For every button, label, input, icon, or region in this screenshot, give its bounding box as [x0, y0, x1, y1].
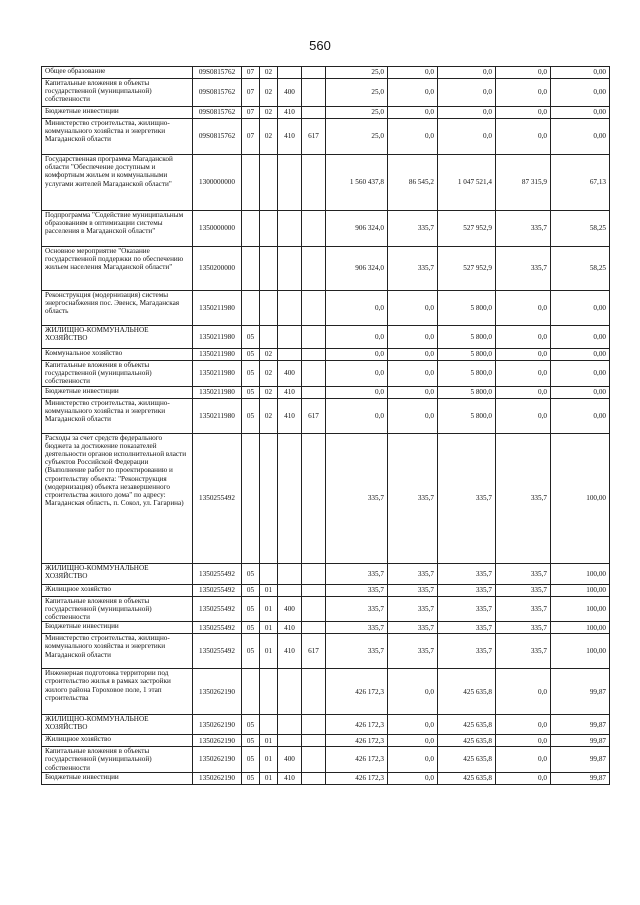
- row-value-1-cell: 25,0: [326, 107, 388, 119]
- table-row: [42, 433, 610, 563]
- row-section-cell: 05: [242, 772, 260, 784]
- row-percent-cell: 99,87: [551, 669, 610, 715]
- row-value-4-cell: 0,0: [496, 349, 551, 361]
- row-code-cell: 1350255492: [193, 622, 242, 634]
- row-expense-type-cell: [278, 291, 302, 326]
- row-section-cell: [242, 155, 260, 211]
- row-value-1-cell: 0,0: [326, 349, 388, 361]
- row-value-2-cell: 0,0: [388, 67, 438, 79]
- row-value-2-cell: 335,7: [388, 247, 438, 291]
- row-value-3-cell: 335,7: [438, 563, 496, 584]
- row-value-3-cell: 335,7: [438, 584, 496, 596]
- row-expense-type-cell: [278, 211, 302, 247]
- row-admin-code-cell: [302, 563, 326, 584]
- row-value-2-cell: 335,7: [388, 584, 438, 596]
- row-value-1-cell: 0,0: [326, 361, 388, 387]
- row-admin-code-cell: [302, 735, 326, 747]
- row-name-cell: Капитальные вложения в объекты государственной (муниципальной) собственности: [42, 596, 193, 622]
- row-value-1-cell: 335,7: [326, 563, 388, 584]
- row-value-2-cell: 0,0: [388, 291, 438, 326]
- row-name-cell: ЖИЛИЩНО-КОММУНАЛЬНОЕ ХОЗЯЙСТВО: [42, 715, 193, 735]
- row-value-4-cell: 0,0: [496, 735, 551, 747]
- row-expense-type-cell: 410: [278, 622, 302, 634]
- row-section-cell: 05: [242, 584, 260, 596]
- row-code-cell: 1350262190: [193, 715, 242, 735]
- table-row: [42, 563, 610, 584]
- row-expense-type-cell: [278, 247, 302, 291]
- table-row: [42, 79, 610, 107]
- row-value-1-cell: 426 172,3: [326, 735, 388, 747]
- row-percent-cell: 0,00: [551, 398, 610, 433]
- row-value-1-cell: 25,0: [326, 119, 388, 155]
- row-value-4-cell: 335,7: [496, 634, 551, 669]
- page-number: 560: [309, 38, 331, 53]
- row-percent-cell: 0,00: [551, 107, 610, 119]
- table-row: [42, 291, 610, 326]
- row-value-4-cell: 0,0: [496, 291, 551, 326]
- row-code-cell: 1350255492: [193, 433, 242, 563]
- row-value-1-cell: 0,0: [326, 326, 388, 349]
- row-name-cell: Подпрограмма "Содействие муниципальным образованиям в оптимизации системы расселения в Магаданской области": [42, 211, 193, 247]
- row-value-3-cell: 425 635,8: [438, 669, 496, 715]
- row-name-cell: Основное мероприятие "Оказание государственной поддержки по обеспечению жильем населения Магаданской области": [42, 247, 193, 291]
- row-expense-type-cell: [278, 715, 302, 735]
- row-subsection-cell: [260, 291, 278, 326]
- table-row: [42, 349, 610, 361]
- table-row: [42, 361, 610, 387]
- row-name-cell: Коммунальное хозяйство: [42, 349, 193, 361]
- row-subsection-cell: 02: [260, 398, 278, 433]
- row-value-2-cell: 335,7: [388, 622, 438, 634]
- table-row: [42, 398, 610, 433]
- row-code-cell: 1350262190: [193, 747, 242, 773]
- row-code-cell: 1350262190: [193, 772, 242, 784]
- row-value-1-cell: 335,7: [326, 584, 388, 596]
- row-admin-code-cell: [302, 211, 326, 247]
- row-section-cell: 07: [242, 67, 260, 79]
- row-percent-cell: 100,00: [551, 596, 610, 622]
- row-admin-code-cell: [302, 596, 326, 622]
- row-value-3-cell: 1 047 521,4: [438, 155, 496, 211]
- row-code-cell: 1350262190: [193, 669, 242, 715]
- row-value-2-cell: 0,0: [388, 669, 438, 715]
- row-expense-type-cell: 400: [278, 361, 302, 387]
- row-value-2-cell: 0,0: [388, 326, 438, 349]
- row-value-3-cell: 335,7: [438, 596, 496, 622]
- row-percent-cell: 100,00: [551, 563, 610, 584]
- row-expense-type-cell: 410: [278, 398, 302, 433]
- row-subsection-cell: 02: [260, 386, 278, 398]
- row-percent-cell: 99,87: [551, 735, 610, 747]
- row-percent-cell: 0,00: [551, 291, 610, 326]
- row-subsection-cell: [260, 563, 278, 584]
- row-name-cell: Бюджетные инвестиции: [42, 107, 193, 119]
- row-value-3-cell: 5 800,0: [438, 349, 496, 361]
- row-subsection-cell: 01: [260, 634, 278, 669]
- row-section-cell: [242, 247, 260, 291]
- row-expense-type-cell: [278, 326, 302, 349]
- row-value-4-cell: 0,0: [496, 386, 551, 398]
- table-row: [42, 634, 610, 669]
- row-value-3-cell: 335,7: [438, 634, 496, 669]
- row-value-2-cell: 0,0: [388, 349, 438, 361]
- row-value-1-cell: 426 172,3: [326, 715, 388, 735]
- row-name-cell: Инженерная подготовка территории под строительство жилья в рамках застройки жилого района Гороховое поле, 1 этап строительства: [42, 669, 193, 715]
- row-expense-type-cell: [278, 735, 302, 747]
- row-value-1-cell: 335,7: [326, 622, 388, 634]
- row-value-2-cell: 335,7: [388, 596, 438, 622]
- row-section-cell: 07: [242, 107, 260, 119]
- row-name-cell: Государственная программа Магаданской области "Обеспечение доступным и комфортным жильем и коммунальными услугами жителей Магаданской области": [42, 155, 193, 211]
- row-section-cell: 05: [242, 563, 260, 584]
- row-admin-code-cell: [302, 107, 326, 119]
- row-value-4-cell: 0,0: [496, 398, 551, 433]
- row-name-cell: Бюджетные инвестиции: [42, 386, 193, 398]
- row-value-4-cell: 335,7: [496, 211, 551, 247]
- row-value-3-cell: 527 952,9: [438, 211, 496, 247]
- row-subsection-cell: [260, 433, 278, 563]
- row-subsection-cell: [260, 326, 278, 349]
- table-row: [42, 747, 610, 773]
- row-admin-code-cell: [302, 433, 326, 563]
- row-code-cell: 1350211980: [193, 398, 242, 433]
- row-value-3-cell: 0,0: [438, 119, 496, 155]
- row-value-1-cell: 335,7: [326, 433, 388, 563]
- row-admin-code-cell: [302, 361, 326, 387]
- table-row: [42, 622, 610, 634]
- row-value-1-cell: 906 324,0: [326, 211, 388, 247]
- row-subsection-cell: 02: [260, 107, 278, 119]
- row-expense-type-cell: [278, 584, 302, 596]
- row-percent-cell: 0,00: [551, 349, 610, 361]
- row-section-cell: 05: [242, 326, 260, 349]
- row-value-3-cell: 5 800,0: [438, 361, 496, 387]
- row-value-3-cell: 527 952,9: [438, 247, 496, 291]
- row-section-cell: 05: [242, 622, 260, 634]
- row-value-2-cell: 335,7: [388, 563, 438, 584]
- row-admin-code-cell: [302, 326, 326, 349]
- row-subsection-cell: [260, 247, 278, 291]
- row-percent-cell: 0,00: [551, 326, 610, 349]
- row-admin-code-cell: [302, 386, 326, 398]
- row-value-3-cell: 425 635,8: [438, 715, 496, 735]
- row-admin-code-cell: [302, 747, 326, 773]
- row-value-1-cell: 906 324,0: [326, 247, 388, 291]
- row-value-4-cell: 335,7: [496, 563, 551, 584]
- row-admin-code-cell: [302, 247, 326, 291]
- row-admin-code-cell: [302, 715, 326, 735]
- row-subsection-cell: [260, 211, 278, 247]
- row-value-4-cell: 0,0: [496, 119, 551, 155]
- row-subsection-cell: 01: [260, 747, 278, 773]
- row-section-cell: 05: [242, 634, 260, 669]
- row-value-1-cell: 0,0: [326, 386, 388, 398]
- row-expense-type-cell: 400: [278, 596, 302, 622]
- row-code-cell: 1350255492: [193, 563, 242, 584]
- row-section-cell: 05: [242, 735, 260, 747]
- row-value-3-cell: 425 635,8: [438, 747, 496, 773]
- table-row: [42, 386, 610, 398]
- row-admin-code-cell: [302, 79, 326, 107]
- row-admin-code-cell: [302, 669, 326, 715]
- row-expense-type-cell: [278, 433, 302, 563]
- row-subsection-cell: 01: [260, 622, 278, 634]
- row-value-4-cell: 0,0: [496, 772, 551, 784]
- row-value-3-cell: 425 635,8: [438, 735, 496, 747]
- row-admin-code-cell: [302, 349, 326, 361]
- row-percent-cell: 0,00: [551, 119, 610, 155]
- row-code-cell: 09S0815762: [193, 67, 242, 79]
- row-expense-type-cell: 400: [278, 747, 302, 773]
- row-expense-type-cell: 400: [278, 79, 302, 107]
- row-value-1-cell: 25,0: [326, 67, 388, 79]
- row-percent-cell: 99,87: [551, 715, 610, 735]
- row-code-cell: 09S0815762: [193, 119, 242, 155]
- table-row: [42, 67, 610, 79]
- row-section-cell: 05: [242, 715, 260, 735]
- row-code-cell: 1350211980: [193, 386, 242, 398]
- row-section-cell: 07: [242, 79, 260, 107]
- row-name-cell: Бюджетные инвестиции: [42, 622, 193, 634]
- row-name-cell: Общее образование: [42, 67, 193, 79]
- row-value-1-cell: 335,7: [326, 634, 388, 669]
- row-expense-type-cell: 410: [278, 386, 302, 398]
- row-admin-code-cell: [302, 67, 326, 79]
- row-code-cell: 1350211980: [193, 349, 242, 361]
- row-value-2-cell: 335,7: [388, 634, 438, 669]
- row-subsection-cell: 01: [260, 772, 278, 784]
- row-value-1-cell: 1 560 437,8: [326, 155, 388, 211]
- table-row: [42, 772, 610, 784]
- row-name-cell: Министерство строительства, жилищно-коммунального хозяйства и энергетики Магаданской области: [42, 634, 193, 669]
- row-expense-type-cell: 410: [278, 634, 302, 669]
- row-value-2-cell: 0,0: [388, 361, 438, 387]
- row-expense-type-cell: [278, 349, 302, 361]
- row-value-4-cell: 335,7: [496, 596, 551, 622]
- row-name-cell: Капитальные вложения в объекты государственной (муниципальной) собственности: [42, 79, 193, 107]
- row-admin-code-cell: 617: [302, 634, 326, 669]
- row-value-1-cell: 426 172,3: [326, 772, 388, 784]
- row-value-2-cell: 0,0: [388, 398, 438, 433]
- table-row: [42, 715, 610, 735]
- row-name-cell: Капитальные вложения в объекты государственной (муниципальной) собственности: [42, 361, 193, 387]
- row-value-4-cell: 0,0: [496, 326, 551, 349]
- row-value-2-cell: 0,0: [388, 747, 438, 773]
- row-code-cell: 1300000000: [193, 155, 242, 211]
- row-section-cell: 05: [242, 398, 260, 433]
- row-name-cell: Капитальные вложения в объекты государственной (муниципальной) собственности: [42, 747, 193, 773]
- row-code-cell: 1350255492: [193, 596, 242, 622]
- row-percent-cell: 100,00: [551, 634, 610, 669]
- row-percent-cell: 67,13: [551, 155, 610, 211]
- row-code-cell: 1350262190: [193, 735, 242, 747]
- row-value-1-cell: 426 172,3: [326, 747, 388, 773]
- row-percent-cell: 100,00: [551, 584, 610, 596]
- row-code-cell: 1350000000: [193, 211, 242, 247]
- table-row: [42, 669, 610, 715]
- table-row: [42, 119, 610, 155]
- row-expense-type-cell: [278, 67, 302, 79]
- row-subsection-cell: 02: [260, 79, 278, 107]
- table-row: [42, 247, 610, 291]
- row-expense-type-cell: [278, 563, 302, 584]
- row-value-4-cell: 335,7: [496, 247, 551, 291]
- row-code-cell: 09S0815762: [193, 79, 242, 107]
- row-value-2-cell: 0,0: [388, 107, 438, 119]
- row-value-3-cell: 5 800,0: [438, 326, 496, 349]
- table-row: [42, 326, 610, 349]
- row-percent-cell: 58,25: [551, 247, 610, 291]
- row-value-1-cell: 426 172,3: [326, 669, 388, 715]
- row-name-cell: Жилищное хозяйство: [42, 584, 193, 596]
- row-subsection-cell: 01: [260, 596, 278, 622]
- row-section-cell: 05: [242, 596, 260, 622]
- row-name-cell: Министерство строительства, жилищно-коммунального хозяйства и энергетики Магаданской области: [42, 119, 193, 155]
- row-code-cell: 1350211980: [193, 326, 242, 349]
- row-percent-cell: 99,87: [551, 747, 610, 773]
- row-section-cell: 07: [242, 119, 260, 155]
- row-value-3-cell: 335,7: [438, 433, 496, 563]
- row-percent-cell: 0,00: [551, 361, 610, 387]
- row-admin-code-cell: [302, 291, 326, 326]
- row-section-cell: 05: [242, 349, 260, 361]
- row-value-3-cell: 335,7: [438, 622, 496, 634]
- row-value-4-cell: 0,0: [496, 747, 551, 773]
- row-admin-code-cell: 617: [302, 119, 326, 155]
- row-value-3-cell: 5 800,0: [438, 386, 496, 398]
- row-value-1-cell: 25,0: [326, 79, 388, 107]
- row-value-4-cell: 335,7: [496, 622, 551, 634]
- row-section-cell: [242, 211, 260, 247]
- row-expense-type-cell: [278, 155, 302, 211]
- row-value-3-cell: 0,0: [438, 67, 496, 79]
- table-row: [42, 735, 610, 747]
- row-subsection-cell: 02: [260, 361, 278, 387]
- row-value-3-cell: 5 800,0: [438, 291, 496, 326]
- row-expense-type-cell: 410: [278, 119, 302, 155]
- row-admin-code-cell: 617: [302, 398, 326, 433]
- row-value-3-cell: 425 635,8: [438, 772, 496, 784]
- row-expense-type-cell: 410: [278, 772, 302, 784]
- row-name-cell: Бюджетные инвестиции: [42, 772, 193, 784]
- row-admin-code-cell: [302, 622, 326, 634]
- row-subsection-cell: 01: [260, 584, 278, 596]
- row-expense-type-cell: 410: [278, 107, 302, 119]
- row-value-2-cell: 0,0: [388, 386, 438, 398]
- row-value-4-cell: 0,0: [496, 715, 551, 735]
- row-admin-code-cell: [302, 772, 326, 784]
- row-percent-cell: 100,00: [551, 622, 610, 634]
- row-code-cell: 09S0815762: [193, 107, 242, 119]
- row-percent-cell: 0,00: [551, 386, 610, 398]
- row-value-2-cell: 86 545,2: [388, 155, 438, 211]
- row-section-cell: 05: [242, 361, 260, 387]
- row-value-3-cell: 0,0: [438, 107, 496, 119]
- row-code-cell: 1350200000: [193, 247, 242, 291]
- row-value-1-cell: 0,0: [326, 398, 388, 433]
- row-value-2-cell: 0,0: [388, 772, 438, 784]
- row-value-3-cell: 0,0: [438, 79, 496, 107]
- row-subsection-cell: [260, 155, 278, 211]
- row-value-4-cell: 0,0: [496, 67, 551, 79]
- row-name-cell: Реконструкция (модернизация) системы энергоснабжения пос. Эвенск, Магаданская область: [42, 291, 193, 326]
- row-subsection-cell: [260, 669, 278, 715]
- row-percent-cell: 0,00: [551, 67, 610, 79]
- row-value-2-cell: 335,7: [388, 433, 438, 563]
- row-value-4-cell: 0,0: [496, 669, 551, 715]
- row-value-2-cell: 0,0: [388, 79, 438, 107]
- row-percent-cell: 0,00: [551, 79, 610, 107]
- row-value-2-cell: 0,0: [388, 715, 438, 735]
- row-code-cell: 1350211980: [193, 361, 242, 387]
- row-value-1-cell: 0,0: [326, 291, 388, 326]
- row-percent-cell: 58,25: [551, 211, 610, 247]
- row-expense-type-cell: [278, 669, 302, 715]
- table-row: [42, 596, 610, 622]
- row-name-cell: ЖИЛИЩНО-КОММУНАЛЬНОЕ ХОЗЯЙСТВО: [42, 563, 193, 584]
- row-name-cell: Министерство строительства, жилищно-коммунального хозяйства и энергетики Магаданской области: [42, 398, 193, 433]
- row-code-cell: 1350255492: [193, 584, 242, 596]
- row-subsection-cell: 02: [260, 119, 278, 155]
- row-name-cell: Жилищное хозяйство: [42, 735, 193, 747]
- row-percent-cell: 99,87: [551, 772, 610, 784]
- row-value-4-cell: 0,0: [496, 79, 551, 107]
- budget-table: [41, 66, 610, 785]
- row-code-cell: 1350211980: [193, 291, 242, 326]
- row-value-2-cell: 0,0: [388, 119, 438, 155]
- row-value-4-cell: 335,7: [496, 433, 551, 563]
- row-section-cell: [242, 433, 260, 563]
- row-name-cell: Расходы за счет средств федерального бюджета за достижение показателей деятельности органов исполнительной власти субъектов Российской Федерации (Выполнение работ по проектированию и строительству объекта: "Реконструкция (модернизация) объекта незавершенного строительства жилого дома" по адресу: Магаданская область, п. Сокол, ул. Гагарина): [42, 433, 193, 563]
- row-admin-code-cell: [302, 155, 326, 211]
- row-admin-code-cell: [302, 584, 326, 596]
- row-subsection-cell: 02: [260, 349, 278, 361]
- table-row: [42, 155, 610, 211]
- row-section-cell: 05: [242, 386, 260, 398]
- row-value-4-cell: 335,7: [496, 584, 551, 596]
- row-value-4-cell: 0,0: [496, 107, 551, 119]
- row-value-1-cell: 335,7: [326, 596, 388, 622]
- table-row: [42, 211, 610, 247]
- table-row: [42, 584, 610, 596]
- row-percent-cell: 100,00: [551, 433, 610, 563]
- row-subsection-cell: [260, 715, 278, 735]
- table-row: [42, 107, 610, 119]
- row-section-cell: 05: [242, 747, 260, 773]
- row-value-4-cell: 87 315,9: [496, 155, 551, 211]
- row-value-2-cell: 0,0: [388, 735, 438, 747]
- row-subsection-cell: 01: [260, 735, 278, 747]
- row-value-2-cell: 335,7: [388, 211, 438, 247]
- row-name-cell: ЖИЛИЩНО-КОММУНАЛЬНОЕ ХОЗЯЙСТВО: [42, 326, 193, 349]
- row-section-cell: [242, 669, 260, 715]
- row-value-3-cell: 5 800,0: [438, 398, 496, 433]
- row-value-4-cell: 0,0: [496, 361, 551, 387]
- row-code-cell: 1350255492: [193, 634, 242, 669]
- row-subsection-cell: 02: [260, 67, 278, 79]
- row-section-cell: [242, 291, 260, 326]
